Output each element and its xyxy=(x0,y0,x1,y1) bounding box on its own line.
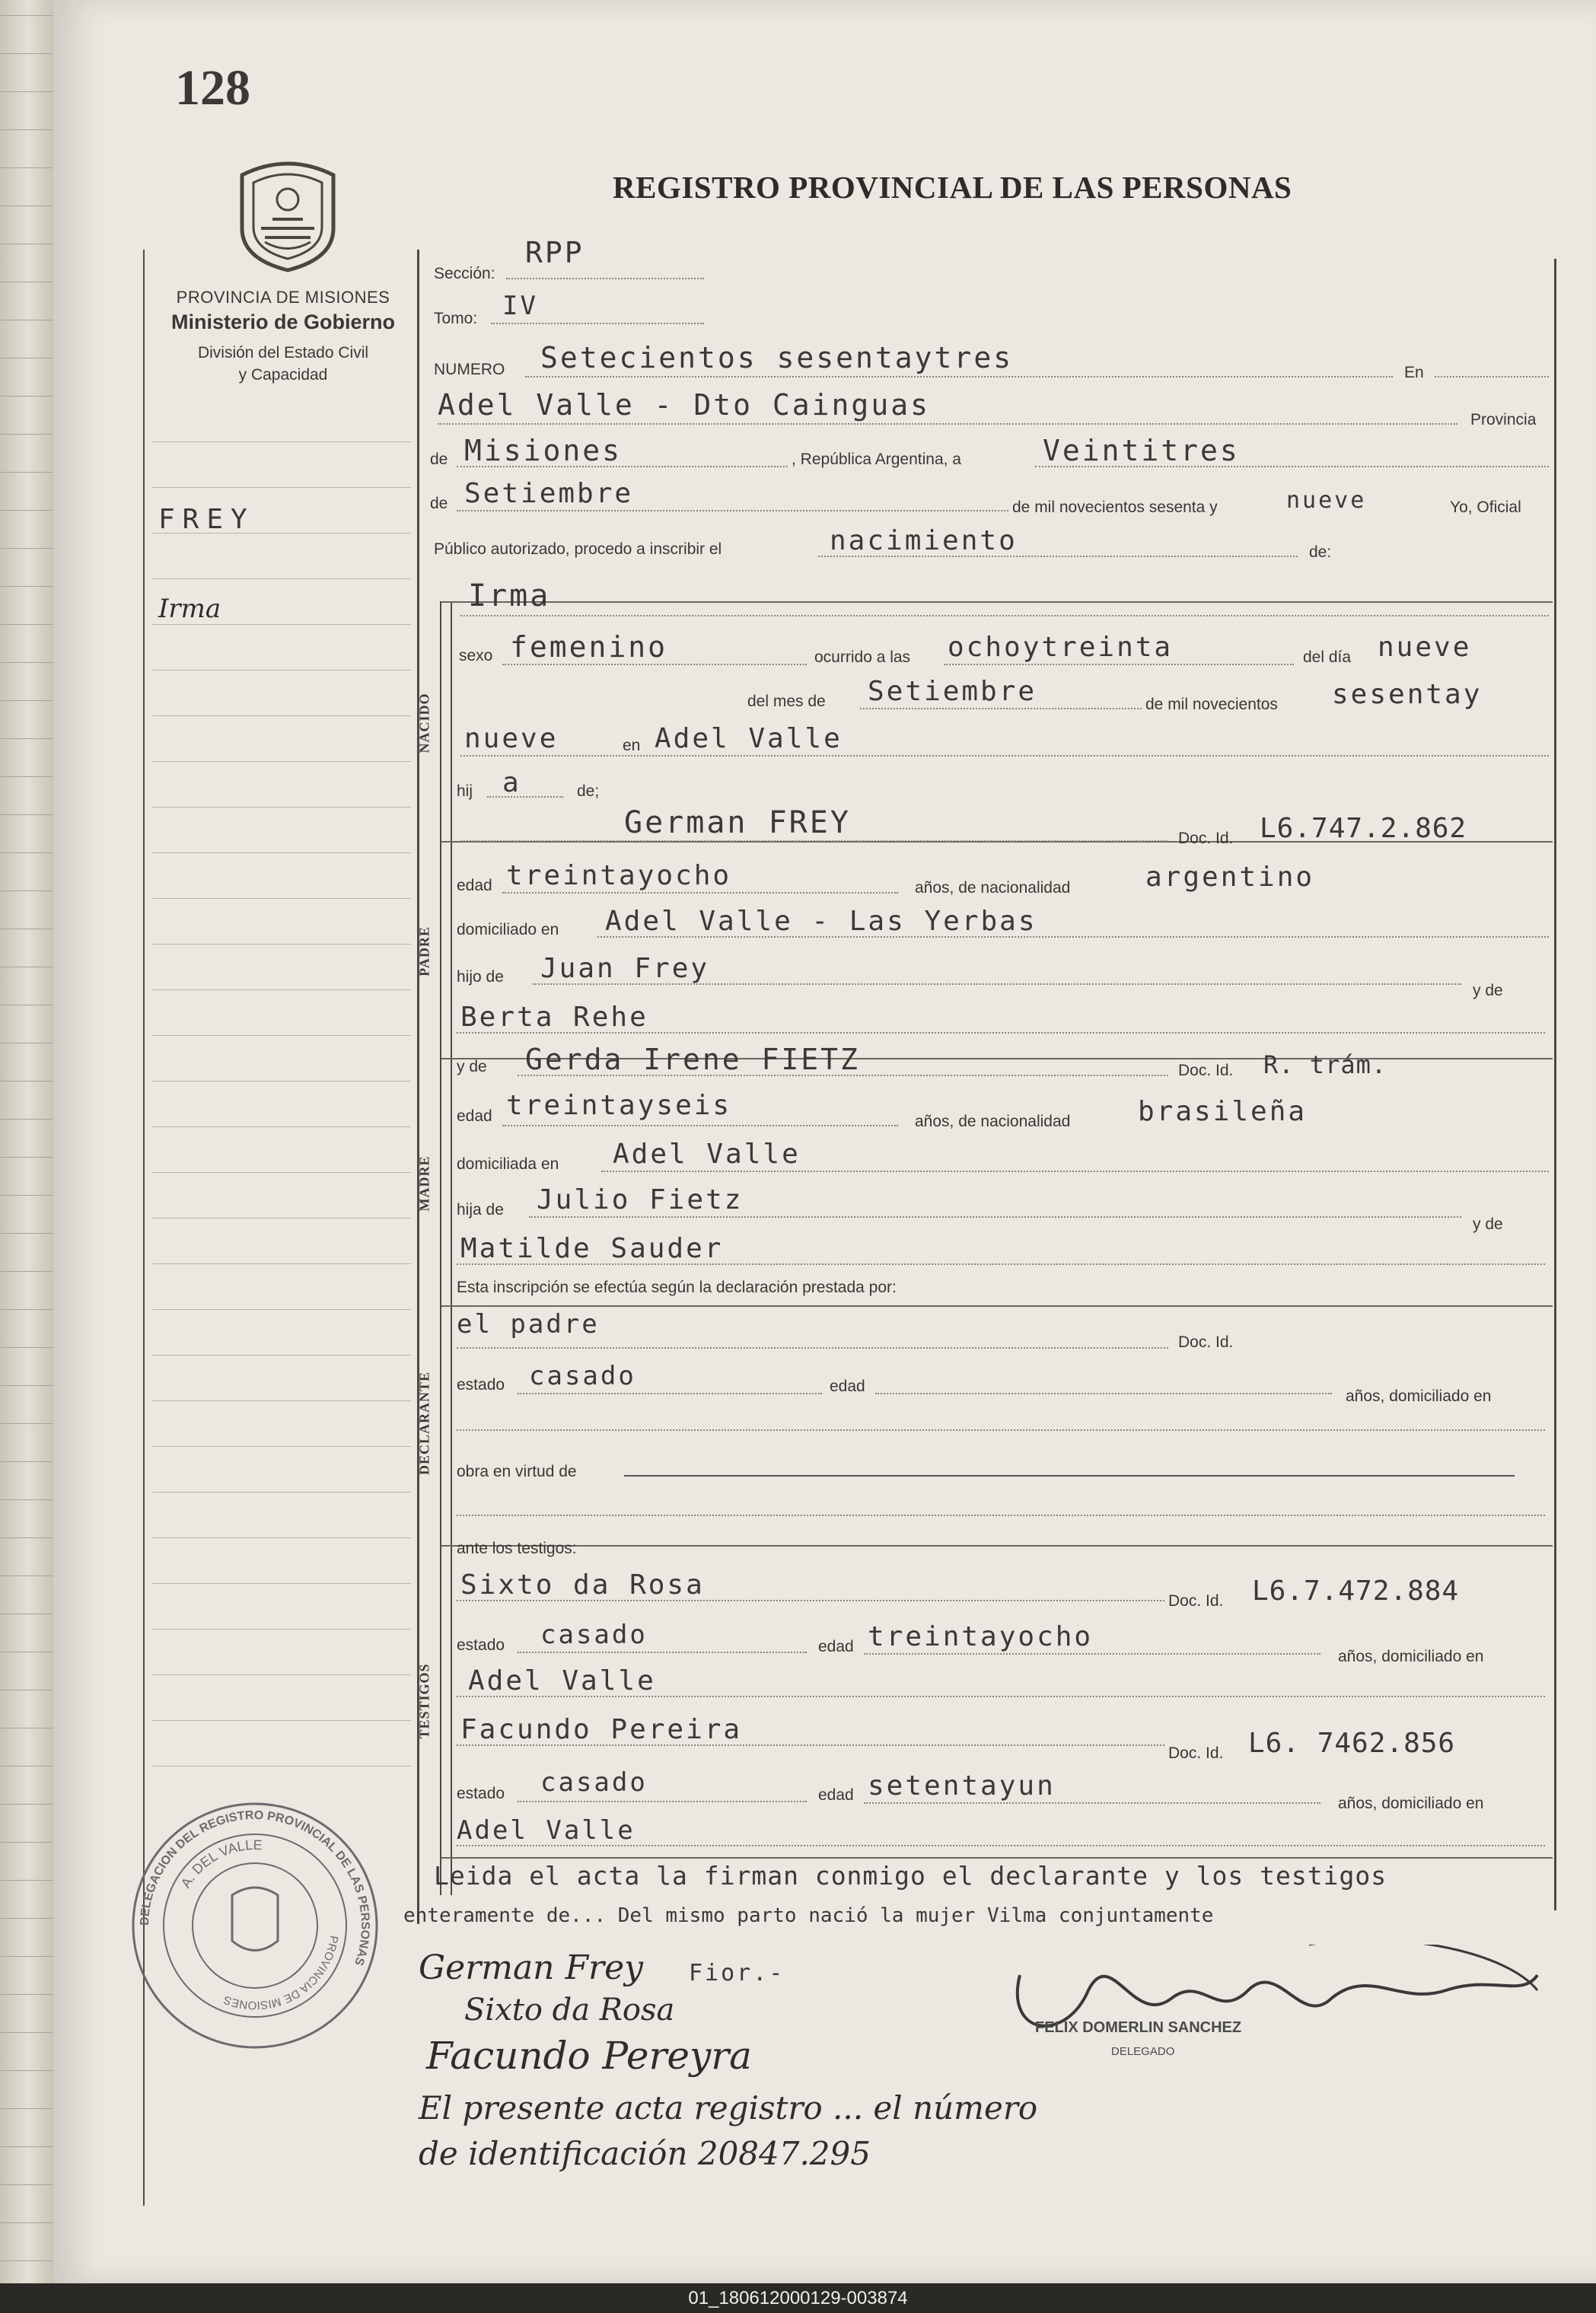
declarante-value: el padre xyxy=(457,1309,600,1340)
testigo1-edad-value: treintayocho xyxy=(868,1621,1094,1652)
testigo2-line xyxy=(457,1744,1164,1746)
anio-b-value: nueve xyxy=(464,723,559,754)
signature-witness-1: Sixto da Rosa xyxy=(464,1993,675,2028)
declarante-estado-line xyxy=(518,1393,822,1394)
testigo2-estado-value: casado xyxy=(540,1767,648,1798)
madre-nombre-value: Gerda Irene FIETZ xyxy=(525,1043,860,1076)
madre-edad-value: treintayseis xyxy=(506,1090,732,1121)
tomo-value: IV xyxy=(502,291,538,321)
testigo1-estado-value: casado xyxy=(540,1620,648,1650)
hora-line xyxy=(944,664,1294,665)
hora-value: ochoytreinta xyxy=(948,632,1174,663)
madre-doc-value: R. trám. xyxy=(1263,1050,1387,1079)
testigos-bottom-line xyxy=(441,1857,1553,1859)
lugar-line xyxy=(438,423,1457,425)
division-name-2: y Capacidad xyxy=(238,366,328,384)
declarante-line xyxy=(457,1347,1168,1349)
madre-hija-label: hija de xyxy=(457,1201,504,1219)
declarante-edad-line xyxy=(875,1393,1332,1394)
madre-dom-value: Adel Valle xyxy=(613,1139,801,1170)
hij-line xyxy=(487,796,563,798)
province-name: PROVINCIA DE MISIONES xyxy=(176,288,390,307)
tomo-line xyxy=(491,323,704,324)
yo-oficial-label: Yo, Oficial xyxy=(1450,499,1521,516)
provincia-label: Provincia xyxy=(1470,411,1537,429)
madre-dom-line xyxy=(601,1171,1549,1172)
testigo1-dom-label: años, domiciliado en xyxy=(1338,1648,1484,1665)
padre-edad-value: treintayocho xyxy=(506,860,732,891)
del-mes-label: del mes de xyxy=(747,693,826,710)
madre-nac-value: brasileña xyxy=(1138,1096,1308,1127)
en-label: En xyxy=(1404,364,1424,381)
testigo1-doc-label: Doc. Id. xyxy=(1168,1592,1224,1610)
testigo1-doc-value: L6.7.472.884 xyxy=(1252,1575,1460,1607)
de-label-2: de xyxy=(430,495,448,512)
dia-value: nueve xyxy=(1378,632,1472,663)
padre-nombre-value: German FREY xyxy=(624,805,851,840)
sexo-line xyxy=(502,664,807,665)
section-padre: PADRE xyxy=(416,926,432,976)
mes2-value: Setiembre xyxy=(868,676,1037,707)
testigo2-edad-label: edad xyxy=(818,1786,854,1804)
sexo-value: femenino xyxy=(510,630,668,664)
madre-y-de-label-2: y de xyxy=(1473,1215,1503,1233)
hij-label: hij xyxy=(457,782,473,800)
seal-top-text: A. DEL VALLE xyxy=(177,1837,263,1891)
testigo2-edad-value: setentayun xyxy=(868,1770,1056,1802)
madre-y-de-label: y de xyxy=(457,1058,487,1075)
seal-ring-text: DELEGACION DEL REGISTRO PROVINCIAL DE LAS PERSONAS xyxy=(138,1808,372,1967)
mes2-line xyxy=(860,708,1142,709)
padre-dom-value: Adel Valle - Las Yerbas xyxy=(605,906,1037,937)
province-crest-icon xyxy=(227,152,349,274)
closing-line-2: enteramente de... Del mismo parto nació la mujer Vilma conjuntamente xyxy=(403,1904,1214,1927)
padre-edad-label: edad xyxy=(457,877,492,894)
padre-y-de-label: y de xyxy=(1473,982,1503,999)
del-dia-label: del día xyxy=(1303,648,1352,666)
declarante-dom-line xyxy=(457,1429,1545,1431)
testigo2-estado-line xyxy=(518,1801,807,1802)
testigo2-doc-value: L6. 7462.856 xyxy=(1248,1728,1456,1759)
madre-edad-label: edad xyxy=(457,1107,492,1125)
signature-father: German Frey xyxy=(419,1948,643,1987)
section-divider-2 xyxy=(451,601,452,1895)
padre-doc-label: Doc. Id. xyxy=(1178,830,1234,847)
lugar2-line xyxy=(460,755,1549,757)
note-line-1: El presente acta registro ... el número xyxy=(419,2089,1038,2127)
acto-line xyxy=(818,556,1298,557)
declarante-doc-label: Doc. Id. xyxy=(1178,1333,1234,1351)
abuelo-mat-line xyxy=(529,1216,1461,1218)
anio-a-value: sesentay xyxy=(1332,679,1483,710)
delegate-role: DELEGADO xyxy=(1111,2045,1175,2058)
testigo2-dom-line xyxy=(457,1845,1545,1846)
section-testigos: TESTIGOS xyxy=(416,1663,432,1739)
publico-label: Público autorizado, procedo a inscribir el xyxy=(434,540,722,558)
testigo1-estado-line xyxy=(518,1652,807,1653)
nacido-top-line xyxy=(441,601,1553,603)
de-semicolon-label: de; xyxy=(577,782,600,800)
section-madre: MADRE xyxy=(416,1155,432,1212)
mes-value: Setiembre xyxy=(464,478,634,509)
padre-nac-label: años, de nacionalidad xyxy=(915,879,1071,897)
provincia-value: Misiones xyxy=(464,434,623,467)
margin-given-name: Irma xyxy=(158,594,221,624)
note-line-2: de identificación 20847.295 xyxy=(419,2135,871,2172)
seccion-value: RPP xyxy=(525,236,585,269)
testigo2-dom-value: Adel Valle xyxy=(457,1815,636,1846)
padre-nombre-line xyxy=(460,840,1168,842)
ministry-name: Ministerio de Gobierno xyxy=(170,311,396,333)
obra-line xyxy=(624,1475,1515,1477)
numero-value: Setecientos sesentaytres xyxy=(540,341,1014,374)
declarante-estado-value: casado xyxy=(529,1361,636,1391)
page-number: 128 xyxy=(175,60,250,116)
de-label: de xyxy=(430,451,448,468)
testigo2-value: Facundo Pereira xyxy=(460,1714,743,1745)
numero-line xyxy=(525,376,1393,378)
republica-label: , República Argentina, a xyxy=(792,451,961,468)
padre-dom-line xyxy=(597,936,1549,938)
image-id-footer: 01_180612000129-003874 xyxy=(0,2283,1596,2313)
lugar2-value: Adel Valle xyxy=(655,723,843,754)
testigo1-dom-value: Adel Valle xyxy=(468,1665,656,1697)
abuela-mat-value: Matilde Sauder xyxy=(460,1233,724,1264)
lugar-value: Adel Valle - Dto Cainguas xyxy=(438,388,930,422)
dia-letras-value: Veintitres xyxy=(1043,434,1240,467)
nombre-line xyxy=(460,615,1549,616)
tomo-label: Tomo: xyxy=(434,310,478,327)
inscripcion-label: Esta inscripción se efectúa según la declaración prestada por: xyxy=(457,1279,897,1296)
obra-label: obra en virtud de xyxy=(457,1463,577,1480)
madre-nombre-line xyxy=(518,1075,1168,1076)
sexo-label: sexo xyxy=(459,647,493,664)
dia-letras-line xyxy=(1035,466,1549,467)
testigo1-line xyxy=(457,1600,1164,1601)
section-nacido: NACIDO xyxy=(416,693,432,753)
right-border xyxy=(1554,259,1556,1910)
testigo2-edad-line xyxy=(864,1802,1320,1804)
testigo2-estado-label: estado xyxy=(457,1785,505,1802)
de-colon-label: de: xyxy=(1309,543,1332,561)
mes-line xyxy=(457,510,1008,511)
abuela-pat-value: Berta Rehe xyxy=(460,1002,648,1033)
madre-edad-line xyxy=(502,1125,898,1126)
padre-hijo-label: hijo de xyxy=(457,968,504,986)
padre-edad-line xyxy=(502,892,898,894)
declarante-top-line xyxy=(441,1305,1553,1307)
anio-value: nueve xyxy=(1286,487,1367,514)
en-line xyxy=(1435,376,1549,378)
signature-witness-2: Facundo Pereyra xyxy=(426,2034,752,2078)
seal-bottom-text: PROVINCIA DE MISIONES xyxy=(221,1934,341,2012)
obra-line-2 xyxy=(457,1515,1545,1516)
de-mil-nov-label: de mil novecientos xyxy=(1145,696,1278,713)
acto-value: nacimiento xyxy=(830,525,1018,556)
signature-father-note: Fior.- xyxy=(689,1960,785,1986)
abuelo-pat-value: Juan Frey xyxy=(540,953,710,984)
testigos-top-line xyxy=(441,1545,1553,1547)
testigo2-doc-label: Doc. Id. xyxy=(1168,1744,1224,1762)
testigo1-edad-label: edad xyxy=(818,1638,854,1655)
testigo1-dom-line xyxy=(457,1696,1545,1697)
seccion-label: Sección: xyxy=(434,265,495,282)
padre-dom-label: domiciliado en xyxy=(457,921,559,938)
nombre-value: Irma xyxy=(468,578,551,613)
abuelo-mat-value: Julio Fietz xyxy=(537,1184,744,1215)
closing-line-1: Leida el acta la firman conmigo el declarante y los testigos xyxy=(434,1861,1387,1891)
abuelo-pat-line xyxy=(533,983,1461,985)
abuela-mat-line xyxy=(457,1263,1545,1265)
padre-nac-value: argentino xyxy=(1145,862,1315,893)
registry-seal-icon xyxy=(126,1796,384,2055)
numero-label: NUMERO xyxy=(434,361,505,378)
delegate-name: FELIX DOMERLIN SANCHEZ xyxy=(1035,2019,1242,2036)
division-name: División del Estado Civil xyxy=(197,344,369,362)
en-label-2: en xyxy=(623,737,641,754)
hij-sufijo-value: a xyxy=(502,767,521,798)
register-title: REGISTRO PROVINCIAL DE LAS PERSONAS xyxy=(613,170,1292,205)
abuela-pat-line xyxy=(457,1032,1545,1034)
declarante-estado-label: estado xyxy=(457,1376,505,1394)
testigo2-dom-label: años, domiciliado en xyxy=(1338,1795,1484,1812)
testigo1-estado-label: estado xyxy=(457,1636,505,1654)
testigos-label: ante los testigos: xyxy=(457,1540,577,1557)
section-declarante: DECLARANTE xyxy=(416,1371,432,1476)
padre-doc-value: L6.747.2.862 xyxy=(1260,813,1467,844)
margin-surname: FREY xyxy=(158,504,255,535)
madre-nac-label: años, de nacionalidad xyxy=(915,1113,1071,1130)
de-mil-label: de mil novecientos sesenta y xyxy=(1012,499,1218,516)
declarante-dom-label: años, domiciliado en xyxy=(1346,1387,1492,1405)
madre-doc-label: Doc. Id. xyxy=(1178,1062,1234,1079)
testigo1-value: Sixto da Rosa xyxy=(460,1569,705,1601)
delegate-signature-icon xyxy=(974,1945,1553,2074)
ocurrido-label: ocurrido a las xyxy=(814,648,911,666)
seccion-line xyxy=(506,278,704,279)
provincia-line xyxy=(457,466,788,467)
declarante-edad-label: edad xyxy=(830,1378,865,1395)
testigo1-edad-line xyxy=(864,1653,1320,1655)
madre-dom-label: domiciliada en xyxy=(457,1155,559,1173)
